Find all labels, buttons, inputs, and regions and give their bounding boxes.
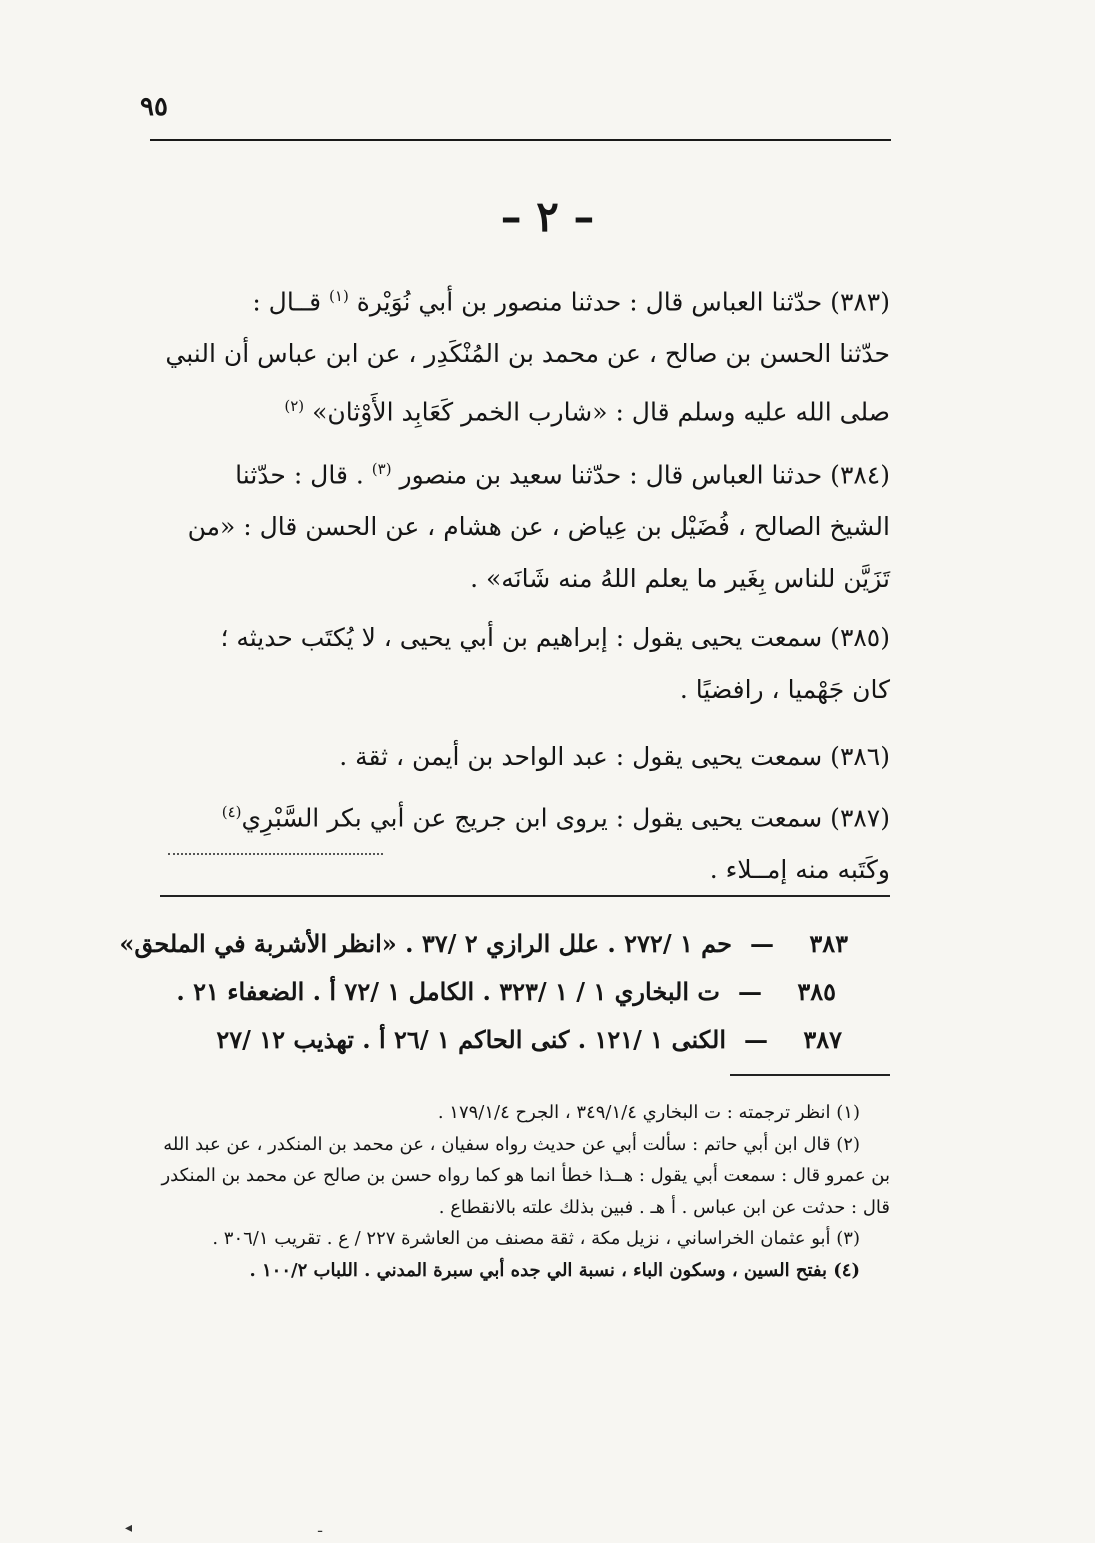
text-line: (٣٨٧) سمعت يحيى يقول : يروى ابن جريج عن أبي بكر السَّبْرِي$^{(٤)}$ — [221, 803, 890, 833]
reference-number: ٣٨٧ — [803, 1025, 842, 1054]
hadith-383 — [158, 270, 890, 439]
text-line: صلى الله عليه وسلم قال : «شارب الخمر كَعَابِد الأَوْثان» $^{(٢)}$ — [284, 397, 890, 427]
text-line: وكَتَبه منه إمــلاء . — [709, 855, 890, 885]
footnote-4: (٤) بفتح السين ، وسكون الباء ، نسبة الي جده أبي سبرة المدني . اللباب ١٠٠/٢ . — [249, 1259, 860, 1281]
footnote-3: (٣) أبو عثمان الخراساني ، نزيل مكة ، ثقة مصنف من العاشرة ٢٢٧ / ع . تقريب ٣٠٦/١ . — [212, 1228, 860, 1249]
text-line: (٣٨٤) حدثنا العباس قال : حدّثنا سعيد بن منصور $^{(٣)}$ . قال : حدّثنا — [235, 460, 890, 490]
text-line: حدّثنا الحسن بن صالح ، عن محمد بن المُنْكَدِر ، عن ابن عباس أن النبي — [165, 339, 890, 369]
text-line: كان جَهْميا ، رافضيًا . — [679, 675, 890, 704]
text-line: الشيخ الصالح ، فُضَيْل بن عِياض ، عن هشام ، عن الحسن قال : «من — [187, 512, 890, 542]
reference-row: ٣٨٣—حم ١ /٢٧٢ . علل الرازي ٢ /٣٧ . «انظر الأشربة في الملحق» — [158, 920, 858, 968]
reference-text: حم ١ /٢٧٢ . علل الرازي ٢ /٣٧ . «انظر الأشربة في الملحق» — [119, 929, 732, 958]
references-block — [119, 920, 858, 1064]
reference-text: الكنى ١ /١٢١ . كنى الحاكم ١ /٢٦ أ . تهذيب ١٢ /٢٧ — [216, 1025, 726, 1054]
footnotes-block — [158, 1097, 890, 1286]
footnote-marker: (١) — [329, 287, 349, 305]
dotted-divider — [168, 853, 383, 855]
text-line: تَزَيَّن للناس بِغَير ما يعلم اللهُ منه شَانَه» . — [470, 564, 890, 594]
footnote-marker: (٢) — [284, 397, 305, 416]
footnote-marker: (٤) — [221, 803, 242, 821]
footnotes-divider — [730, 1074, 890, 1076]
hadith-385 — [158, 612, 890, 716]
reference-row: ٣٨٥—ت البخاري ١ / ١ /٣٢٣ . الكامل ١ /٧٢ أ . الضعفاء ٢١ . — [158, 968, 858, 1016]
footnote-2: (٢) قال ابن أبي حاتم : سألت أبي عن حديث رواه سفيان ، عن محمد بن المنكدر ، عن عبد الله بن عمرو قال : سمعت أبي يقول : هــذا خطأ انما هو كما رواه حسن بن صالح عن محمد بن المنكدر قال : حدثت عن ابن عباس . أ هـ . فبين بذلك علته بالانقطاع . — [161, 1133, 890, 1218]
section-heading: – ٢ – — [500, 192, 595, 241]
footnote-marker: (٣) — [371, 460, 392, 478]
footnote-1: (١) انظر ترجمته : ت البخاري ٣٤٩/١/٤ ، الجرح ١٧٩/١/٤ . — [437, 1102, 860, 1123]
header-rule — [150, 139, 891, 141]
reference-text: ت البخاري ١ / ١ /٣٢٣ . الكامل ١ /٧٢ أ . الضعفاء ٢١ . — [176, 977, 720, 1006]
references-divider — [160, 895, 890, 897]
hadith-387 — [158, 786, 890, 896]
reference-number: ٣٨٥ — [797, 977, 836, 1006]
text-line: (٣٨٦) سمعت يحيى يقول : عبد الواحد بن أيمن ، ثقة . — [339, 742, 890, 771]
text-line: (٣٨٣) حدّثنا العباس قال : حدثنا منصور بن أبي نُوَيْرة $^{(١)}$ قــال : — [252, 287, 890, 317]
page-number: ٩٥ — [140, 92, 168, 122]
scan-mark: ◂ — [125, 1520, 133, 1536]
reference-number: ٣٨٣ — [809, 929, 848, 958]
reference-row: ٣٨٧—الكنى ١ /١٢١ . كنى الحاكم ١ /٢٦ أ . تهذيب ١٢ /٢٧ — [158, 1016, 858, 1064]
scan-mark: ـ — [318, 1520, 323, 1536]
text-line: (٣٨٥) سمعت يحيى يقول : إبراهيم بن أبي يحيى ، لا يُكتَب حديثه ؛ — [220, 623, 890, 652]
hadith-386 — [158, 731, 890, 783]
hadith-384 — [158, 443, 890, 605]
